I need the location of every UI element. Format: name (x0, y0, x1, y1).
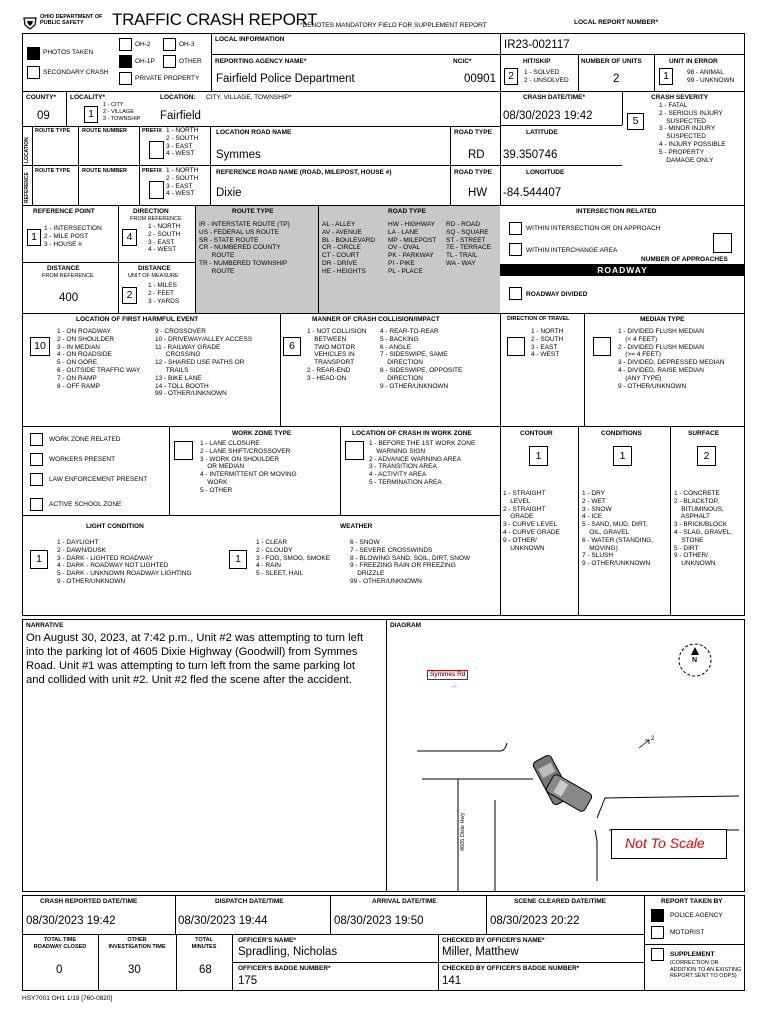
arrival-value[interactable]: 08/30/2023 19:50 (334, 915, 424, 927)
reference-road-type-value[interactable]: HW (468, 187, 488, 199)
not-to-scale-label: Not To Scale (625, 835, 705, 851)
longitude-label: LONGITUDE (526, 169, 565, 176)
hit-skip-value[interactable]: 2 (504, 68, 518, 85)
narrative-label: NARRATIVE (26, 622, 64, 629)
parking-lot-entrance (597, 796, 739, 818)
ncic-label: NCIC* (453, 58, 472, 65)
private-property-checkbox[interactable] (119, 72, 132, 85)
number-of-approaches-box[interactable] (713, 233, 732, 253)
reference-road-name-value[interactable]: Dixie (216, 187, 242, 199)
location-section-label: LOCATION (24, 137, 30, 163)
reporting-agency-value[interactable]: Fairfield Police Department (216, 73, 355, 85)
light-condition-label: LIGHT CONDITION (86, 523, 144, 530)
checked-by-badge-label: CHECKED BY OFFICER'S BADGE NUMBER* (442, 965, 580, 972)
narrative-text[interactable]: On August 30, 2023, at 7:42 p.m., Unit #2 was attempting to turn left into the parking lot of 4605 Dixie Highway (Goodwill) from Symmes Road. Unit #1 was attempting to turn left from the same parking lot and collided with unit #2. Unit #2 fled the scene after the accident. (26, 632, 364, 686)
conditions-options: 1 - DRY 2 - WET 3 - SNOW 4 - ICE 5 - SAND, MUD, DIRT, OIL, GRAVEL 6 - WATER (STANDING, MOVING) 7 - SLUSH 9 - OTHER/UNKNOWN (582, 490, 654, 568)
location-label: LOCATION: (160, 94, 196, 101)
distance-sub-label: FROM REFERENCE (42, 273, 94, 279)
reporting-agency-label: REPORTING AGENCY NAME* (215, 58, 307, 65)
weather-label: WEATHER (340, 523, 373, 530)
checked-by-name-value[interactable]: Miller, Matthew (442, 946, 519, 958)
location-prefix-options: 1 - NORTH 2 - SOUTH 3 - EAST 4 - WEST (166, 127, 199, 158)
reference-road-type-label: ROAD TYPE (454, 169, 492, 176)
checked-by-name-label: CHECKED BY OFFICER'S NAME* (442, 937, 545, 944)
contour-options: 1 - STRAIGHT LEVEL 2 - STRAIGHT GRADE 3 - CURVE LEVEL 4 - CURVE GRADE 9 - OTHER/ UNKNOWN (503, 490, 560, 552)
locality-value[interactable]: 1 (84, 106, 98, 123)
dixie-highway-label: 4605 Dixie Hwy (460, 812, 466, 851)
ref-route-type-label: ROUTE TYPE (35, 168, 71, 174)
road-type-col2: HW - HIGHWAY LA - LANE MP - MILEPOST OV - OVAL PK - PARKWAY PI - PIKE PL - PLACE (388, 221, 437, 275)
oh3-label: OH-3 (179, 41, 195, 48)
ref-route-number-label: ROUTE NUMBER (82, 168, 127, 174)
direction-of-travel-label: DIRECTION OF TRAVEL (507, 316, 570, 322)
conditions-label: CONDITIONS (601, 430, 642, 437)
oh2-label: OH-2 (135, 41, 151, 48)
reference-prefix-options: 1 - NORTH 2 - SOUTH 3 - EAST 4 - WEST (166, 167, 199, 198)
work-zone-location-options: 1 - BEFORE THE 1ST WORK ZONE WARNING SIGN 2 - ADVANCE WARNING AREA 3 - TRANSITION AREA 4 - ACTIVITY AREA 5 - TERMINATION AREA (369, 440, 476, 486)
manner-of-collision-value[interactable]: 6 (283, 337, 301, 356)
ohio-seal-icon (22, 15, 38, 31)
report-taken-by-label: REPORT TAKEN BY (661, 898, 723, 905)
supplement-label: SUPPLEMENT (670, 951, 715, 958)
work-zone-related-checkbox[interactable] (30, 433, 43, 446)
private-property-label: PRIVATE PROPERTY (135, 75, 200, 82)
location-note: CITY, VILLAGE, TOWNSHIP* (206, 94, 292, 101)
supplement-checkbox[interactable] (651, 948, 664, 961)
work-zone-location-label: LOCATION OF CRASH IN WORK ZONE (352, 430, 472, 437)
surface-label: SURFACE (688, 430, 720, 437)
officer-badge-label: OFFICER'S BADGE NUMBER* (238, 965, 331, 972)
contour-value[interactable]: 1 (529, 446, 548, 466)
police-agency-checkbox[interactable] (651, 909, 664, 922)
mandatory-note: *DENOTES MANDATORY FIELD FOR SUPPLEMENT REPORT (300, 22, 487, 29)
police-agency-label: POLICE AGENCY (670, 912, 723, 919)
distance-unit-label: DISTANCE (138, 265, 171, 272)
location-prefix-box[interactable] (149, 141, 164, 159)
dispatch-value[interactable]: 08/30/2023 19:44 (178, 915, 268, 927)
direction-label: DIRECTION (133, 208, 169, 215)
photos-taken-checkbox[interactable] (27, 47, 40, 60)
median-type-options: 1 - DIVIDED FLUSH MEDIAN (< 4 FEET) 2 - DIVIDED FLUSH MEDIAN (>= 4 FEET) 3 - DIVIDED, DEPRESSED MEDIAN 4 - DIVIDED, RAISE MEDIAN (ANY TYPE) 9 - OTHER/UNKNOWN (618, 328, 725, 390)
direction-options: 1 - NORTH 2 - SOUTH 3 - EAST 4 - WEST (148, 223, 181, 254)
direction-arrow (639, 740, 649, 748)
county-value[interactable]: 09 (37, 110, 50, 122)
route-type-legend-label: ROUTE TYPE (232, 208, 274, 215)
oh1p-label: OH-1P (135, 58, 155, 65)
location-road-type-value[interactable]: RD (468, 149, 485, 161)
total-time-closed-label: TOTAL TIME ROADWAY CLOSED (33, 937, 87, 950)
ref-prefix-label: PREFIX (142, 168, 162, 174)
workers-present-label: WORKERS PRESENT (49, 456, 116, 463)
route-number-label: ROUTE NUMBER (82, 128, 127, 134)
workers-present-checkbox[interactable] (30, 453, 43, 466)
crash-severity-value[interactable]: 5 (627, 113, 644, 130)
officer-name-label: OFFICER'S NAME* (238, 937, 296, 944)
form-id: HSY7001 OH1 1/19 [760-0820] (22, 995, 113, 1002)
latitude-value[interactable]: 39.350746 (503, 149, 558, 161)
officer-badge-value[interactable]: 175 (238, 975, 258, 987)
within-interchange-checkbox[interactable] (509, 243, 522, 256)
direction-of-travel-box[interactable] (507, 337, 525, 356)
vehicle-unit-2 (545, 773, 593, 812)
city-value[interactable]: Fairfield (160, 110, 201, 122)
county-label: COUNTY* (26, 94, 56, 101)
total-time-closed-value[interactable]: 0 (56, 964, 63, 976)
number-of-units-value[interactable]: 2 (613, 73, 620, 85)
hit-skip-label: HIT/SKIP (523, 58, 551, 65)
reference-point-options: 1 - INTERSECTION 2 - MILE POST 3 - HOUSE # (44, 225, 102, 248)
active-school-zone-label: ACTIVE SCHOOL ZONE (49, 501, 122, 508)
distance-unit-options: 1 - MILES 2 - FEET 3 - YARDS (148, 282, 180, 305)
location-road-type-label: ROAD TYPE (454, 129, 492, 136)
crash-reported-label: CRASH REPORTED DATE/TIME (40, 898, 138, 905)
other-investigation-value[interactable]: 30 (128, 964, 141, 976)
active-school-zone-checkbox[interactable] (30, 498, 43, 511)
work-zone-type-box[interactable] (174, 441, 193, 460)
scene-cleared-label: SCENE CLEARED DATE/TIME (514, 898, 606, 905)
weather-value[interactable]: 1 (229, 550, 247, 569)
distance-value[interactable]: 400 (59, 292, 79, 304)
work-zone-related-label: WORK ZONE RELATED (49, 436, 121, 443)
direction-sub-label: FROM REFERENCE (130, 216, 182, 222)
arrival-label: ARRIVAL DATE/TIME (372, 898, 437, 905)
direction-value[interactable]: 4 (122, 229, 137, 246)
local-report-number-value[interactable]: IR23-002117 (504, 39, 570, 51)
secondary-crash-label: SECONDARY CRASH (43, 69, 109, 76)
diagram-label: DIAGRAM (390, 622, 422, 629)
crash-reported-value[interactable]: 08/30/2023 19:42 (26, 915, 116, 927)
oh2-checkbox[interactable] (119, 38, 132, 51)
locality-label: LOCALITY* (70, 94, 106, 101)
reference-point-label: REFERENCE POINT (33, 208, 95, 215)
ncic-value[interactable]: 00901 (464, 73, 496, 85)
other-investigation-label: OTHER INVESTIGATION TIME (108, 937, 166, 950)
distance-unit-value[interactable]: 2 (122, 287, 137, 304)
checked-by-badge-value[interactable]: 141 (442, 975, 462, 987)
first-harmful-event-col1: 1 - ON ROADWAY 2 - ON SHOULDER 3 - IN MEDIAN 4 - ON ROADSIDE 5 - ON GORE 6 - OUTSIDE TRAFFIC WAY 7 - ON RAMP 8 - OFF RAMP (57, 328, 141, 390)
location-road-name-label: LOCATION ROAD NAME (216, 129, 292, 136)
manner-col1: 1 - NOT COLLISION BETWEEN TWO MOTOR VEHICLES IN TRANSPORT 2 - REAR-END 3 - HEAD-ON (307, 328, 367, 382)
within-interchange-label: WITHIN INTERCHANGE AREA (526, 247, 618, 254)
manner-of-collision-label: MANNER OF CRASH COLLISION/IMPACT (312, 316, 440, 323)
crash-date-time-value[interactable]: 08/30/2023 19:42 (503, 110, 593, 122)
prefix-label: PREFIX (142, 128, 162, 134)
first-harmful-event-col2: 9 - CROSSOVER 10 - DRIVEWAY/ALLEY ACCESS 11 - RAILWAY GRADE CROSSING 12 - SHARED USE PATHS OR TRAILS 13 - BIKE LANE 14 - TOLL BOOTH 99 - OTHER/UNKNOWN (155, 328, 253, 398)
reference-section-label: REFERENCE (24, 172, 30, 203)
local-report-number-label: LOCAL REPORT NUMBER* (574, 19, 659, 26)
work-zone-type-options: 1 - LANE CLOSURE 2 - LANE SHIFT/CROSSOVER 3 - WORK ON SHOULDER OR MEDIAN 4 - INTERMITTENT OR MOVING WORK 5 - OTHER (200, 440, 297, 494)
supplement-note: (CORRECTION OR ADDITION TO AN EXISTING REPORT SENT TO ODPS) (670, 960, 742, 979)
location-road-name-value[interactable]: Symmes (216, 149, 261, 161)
other-label: OTHER (179, 58, 202, 65)
median-type-box[interactable] (593, 337, 611, 356)
distance-unit-sub-label: UNIT OF MEASURE (128, 273, 179, 279)
crash-date-time-label: CRASH DATE/TIME* (523, 94, 585, 101)
crash-severity-options: 1 - FATAL 2 - SERIOUS INJURY SUSPECTED 3 - MINOR INJURY SUSPECTED 4 - INJURY POSSIBLE 5 - PROPERTY DAMAGE ONLY (659, 102, 726, 164)
locality-options: 1 - CITY 2 - VILLAGE 3 - TOWNSHIP (103, 102, 141, 122)
manner-col2: 4 - REAR-TO-REAR 5 - BACKING 6 - ANGLE 7 - SIDESWIPE, SAME DIRECTION 8 - SIDESWIPE, OPPOSITE DIRECTION 9 - OTHER/UNKNOWN (380, 328, 463, 390)
latitude-label: LATITUDE (526, 129, 558, 136)
unit-in-error-value[interactable]: 1 (659, 68, 673, 85)
oh3-checkbox[interactable] (163, 38, 176, 51)
contour-label: CONTOUR (520, 430, 553, 437)
reference-road-name-label: REFERENCE ROAD NAME (ROAD, MILEPOST, HOUSE #) (216, 169, 392, 176)
road-type-col3: RD - ROAD SQ - SQUARE ST - STREET TE - TERRACE TL - TRAIL WA - WAY (446, 221, 492, 267)
street-label-box: Symmes Rd (427, 670, 468, 680)
number-of-units-label: NUMBER OF UNITS (581, 58, 642, 65)
total-minutes-label: TOTAL MINUTES (191, 937, 217, 950)
first-harmful-event-label: LOCATION OF FIRST HARMFUL EVENT (76, 316, 199, 323)
dispatch-label: DISPATCH DATE/TIME (215, 898, 284, 905)
parking-lot-curb (595, 830, 597, 881)
other-checkbox[interactable] (163, 55, 176, 68)
crash-diagram (387, 630, 744, 891)
weather-col2: 6 - SNOW 7 - SEVERE CROSSWINDS 8 - BLOWING SAND, SOIL, DIRT, SNOW 9 - FREEZING RAIN OR FREEZING DRIZZLE 99 - OTHER/UNKNOWN (350, 539, 471, 585)
ohio-dps-logo (22, 13, 108, 33)
conditions-value[interactable]: 1 (613, 446, 632, 466)
roadway-divided-label: ROADWAY DIVIDED (526, 291, 588, 298)
secondary-crash-checkbox[interactable] (27, 66, 40, 79)
photos-taken-label: PHOTOS TAKEN (43, 49, 94, 56)
unit-in-error-options: 98 - ANIMAL 99 - UNKNOWN (687, 69, 735, 84)
unit-in-error-label: UNIT IN ERROR (669, 58, 718, 65)
local-information-label: LOCAL INFORMATION (215, 36, 285, 43)
unit-2-mark: ⌒ (451, 688, 458, 694)
number-of-approaches-label: NUMBER OF APPROACHES (641, 256, 728, 263)
intersection-related-label: INTERSECTION RELATED (576, 208, 657, 215)
roadway-divided-checkbox[interactable] (509, 287, 522, 300)
light-condition-value[interactable]: 1 (30, 550, 48, 569)
road-type-col1: AL - ALLEY AV - AVENUE BL - BOULEVARD CR - CIRCLE CT - COURT DR - DRIVE HE - HEIGHTS (322, 221, 376, 275)
work-zone-location-box[interactable] (345, 441, 364, 460)
reference-prefix-box[interactable] (149, 181, 164, 199)
road-edge-north (417, 743, 507, 751)
motorist-label: MOTORIST (670, 929, 705, 936)
law-enforcement-present-label: LAW ENFORCEMENT PRESENT (49, 476, 148, 483)
route-type-label: ROUTE TYPE (35, 128, 71, 134)
light-condition-options: 1 - DAYLIGHT 2 - DAWN/DUSK 3 - DARK - LIGHTED ROADWAY 4 - DARK - ROADWAY NOT LIGHTED 5 - DARK - UNKNOWN ROADWAY LIGHTING 9 - OTHER/UNKNOWN (57, 539, 192, 585)
law-enforcement-present-checkbox[interactable] (30, 473, 43, 486)
work-zone-type-label: WORK ZONE TYPE (232, 430, 292, 437)
compass-north-label: N (692, 657, 698, 664)
road-type-legend-label: ROAD TYPE (388, 208, 426, 215)
route-type-legend-text: IR - INTERSTATE ROUTE (TP) US - FEDERAL US ROUTE SR - STATE ROUTE CR - NUMBERED COUNTY ROUTE TR - NUMBERED TOWNSHIP ROUTE (199, 221, 290, 275)
officer-name-value[interactable]: Spradling, Nicholas (238, 946, 338, 958)
motorist-checkbox[interactable] (651, 926, 664, 939)
oh1p-checkbox[interactable] (119, 55, 132, 68)
within-intersection-checkbox[interactable] (509, 222, 522, 235)
roadway-label: ROADWAY (597, 265, 648, 275)
weather-col1: 1 - CLEAR 2 - CLOUDY 3 - FOG, SMOG, SMOKE 4 - RAIN 5 - SLEET, HAIL (256, 539, 331, 578)
page-title: TRAFFIC CRASH REPORT (112, 10, 318, 29)
unit-2-label: 2 (651, 736, 655, 742)
within-intersection-label: WITHIN INTERSECTION OR ON APPROACH (526, 225, 661, 232)
distance-label: DISTANCE (47, 265, 80, 272)
direction-of-travel-options: 1 - NORTH 2 - SOUTH 3 - EAST 4 - WEST (531, 328, 564, 359)
scene-cleared-value[interactable]: 08/30/2023 20:22 (490, 915, 580, 927)
first-harmful-event-value[interactable]: 10 (30, 337, 50, 356)
hit-skip-options: 1 - SOLVED 2 - UNSOLVED (524, 69, 569, 84)
surface-options: 1 - CONCRETE 2 - BLACKTOP, BITUMINOUS, ASPHALT 3 - BRICK/BLOCK 4 - SLAG, GRAVEL, STONE 5 - DIRT 9 - OTHER/ UNKNOWN (674, 490, 733, 568)
compass-needle (691, 647, 699, 655)
surface-value[interactable]: 2 (697, 446, 716, 466)
median-type-label: MEDIAN TYPE (640, 316, 685, 323)
longitude-value[interactable]: -84.544407 (503, 187, 562, 199)
total-minutes-value[interactable]: 68 (199, 964, 212, 976)
crash-severity-label: CRASH SEVERITY (651, 94, 709, 101)
reference-point-value[interactable]: 1 (27, 229, 41, 246)
agency-logo-text: OHIO DEPARTMENT OF PUBLIC SAFETY (40, 14, 103, 26)
